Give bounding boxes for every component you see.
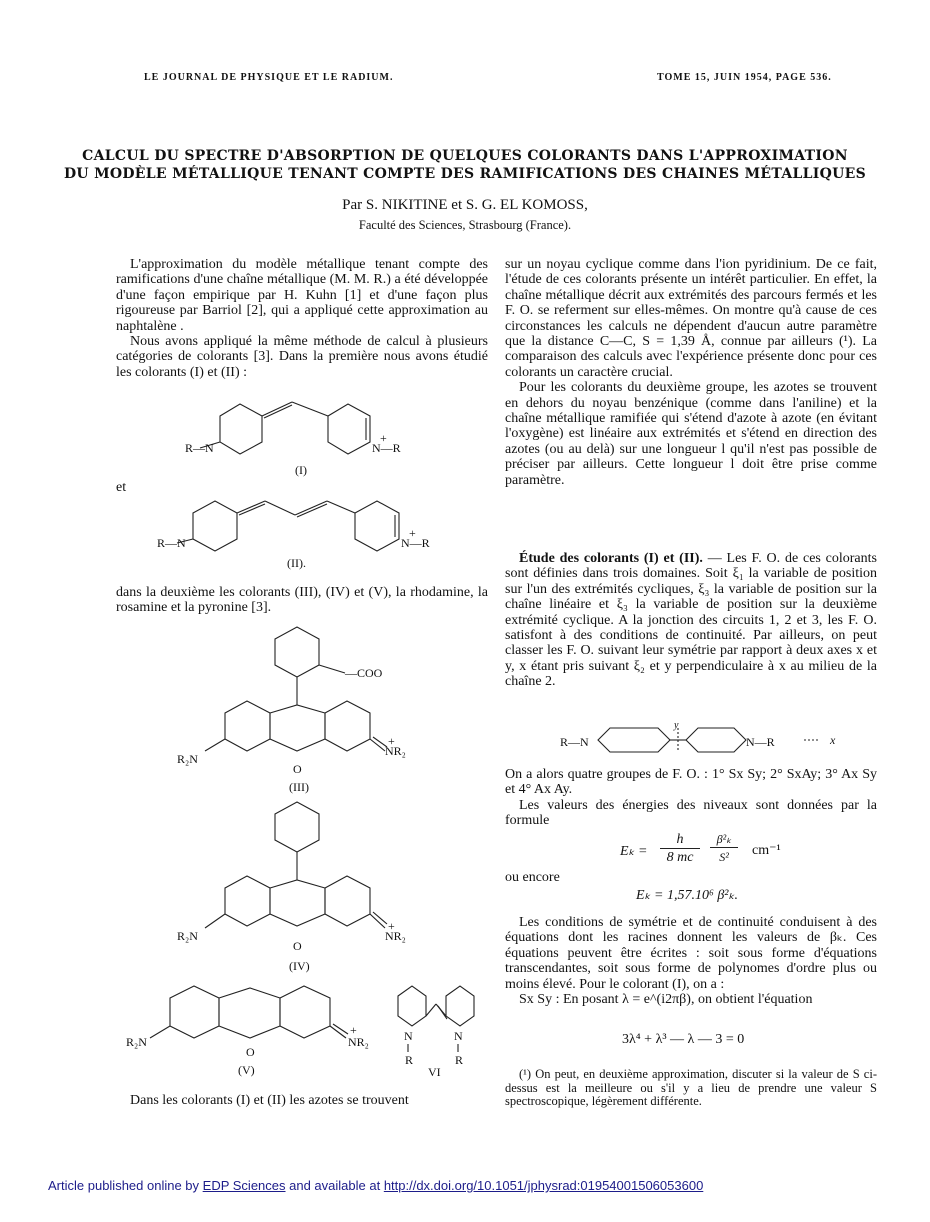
footer (48, 1178, 703, 1193)
IV-label: (IV) (289, 959, 310, 973)
VI-R-right: R (455, 1053, 464, 1067)
axes-y: y (674, 720, 679, 731)
I-label: (I) (295, 463, 307, 477)
IV-right-N: NR₂ (385, 929, 406, 943)
III-left-N: R₂N (177, 752, 198, 766)
left-paragraph-4: Dans les colorants (I) et (II) les azotes se trouvent (130, 1093, 409, 1108)
title-line-1: CALCUL DU SPECTRE D'ABSORPTION DE QUELQUES COLORANTS DANS L'APPROXIMATION (82, 148, 848, 164)
III-O: O (293, 762, 302, 776)
structure-V (124, 980, 384, 1080)
right-mid (505, 767, 877, 829)
left-paragraph-2: Nous avons appliqué la même méthode de calcul à plusieurs catégories de colorants [3]. Dans la première nous avons étudié les colorants (I) et (II) : (116, 334, 488, 380)
V-plus: + (350, 1023, 357, 1037)
footnote: (¹) On peut, en deuxième approximation, discuter si la valeur de S ci-dessus est la meilleure ou s'il y a lieu de prendre une valeur S spectroscopique, légèrement différente. (505, 1067, 877, 1108)
equation-1-num: h (660, 832, 700, 849)
doi-link[interactable]: http://dx.doi.org/10.1051/jphysrad:01954001506053600 (383, 1178, 704, 1193)
V-right-N: NR₂ (348, 1035, 369, 1049)
V-O: O (246, 1045, 255, 1059)
equation-1-den: 8 mc (666, 850, 694, 865)
title-line-2: DU MODÈLE MÉTALLIQUE TENANT COMPTE DES RAMIFICATIONS DES CHAINES MÉTALLIQUES (63, 166, 867, 182)
equation-2: Eₖ = 1,57.10⁶ β²ₖ. (636, 888, 738, 903)
affiliation: Faculté des Sciences, Strasbourg (France). (358, 218, 572, 232)
edp-link[interactable]: EDP Sciences (202, 1178, 286, 1193)
III-coo: —COO (345, 666, 383, 680)
II-left-N: R—N (157, 536, 186, 550)
right-paragraph-2: Pour les colorants du deuxième groupe, les azotes se trouvent en dehors du noyau benzénique (comme dans l'aniline) et la chaîne métallique ramifiée qui s'étend d'azote à azote (en évitant l'oxygène) est linéaire aux extrémités et s'étend en direction des azotes (ou au delà) sur une longueur l qu'il n'est pas possible de préciser par ailleurs. Cette longueur l doit être prise comme paramètre. (505, 380, 877, 488)
right-paragraph-7: Sx Sy : En posant λ = e^(i2πβ), on obtient l'équation (519, 992, 813, 1008)
V-left-N: R₂N (126, 1035, 147, 1049)
journal-header: LE JOURNAL DE PHYSIQUE ET LE RADIUM. (144, 72, 394, 83)
IV-left-N: R₂N (177, 929, 198, 943)
VI-R-left: R (405, 1053, 414, 1067)
equation-1-den2: S² (719, 850, 729, 864)
structure-II (155, 495, 465, 575)
structure-I (180, 398, 430, 478)
structure-III (175, 625, 445, 795)
right-top (505, 257, 877, 488)
right-lower (505, 915, 877, 1007)
I-right-N: N—R (372, 441, 401, 455)
III-label: (III) (289, 780, 309, 794)
equation-3: 3λ⁴ + λ³ — λ — 3 = 0 (622, 1032, 745, 1047)
axes-left-N: R—N (560, 735, 589, 749)
IV-plus: + (388, 919, 395, 933)
III-plus: + (388, 734, 395, 748)
left-et: et (116, 480, 127, 495)
axes-right-N: N—R (746, 735, 775, 749)
right-paragraph-5: Les valeurs des énergies des niveaux sont données par la formule (505, 797, 877, 829)
equation-1-lhs: Eₖ = (620, 844, 648, 859)
left-p3-wrap (116, 585, 488, 616)
II-label: (II). (287, 556, 306, 570)
equation-1-num2: β²ₖ (710, 832, 738, 848)
left-p4-wrap (116, 1093, 488, 1108)
footer-prefix: Article published online by (48, 1178, 203, 1193)
IV-O: O (293, 939, 302, 953)
ou-encore: ou encore (505, 870, 560, 885)
structure-IV (175, 800, 445, 975)
V-label: (V) (238, 1063, 255, 1077)
equation-1-unit: cm⁻¹ (752, 843, 781, 858)
axes-diagram (560, 722, 860, 762)
III-right-N: NR₂ (385, 744, 406, 758)
II-right-N: N—R (401, 536, 430, 550)
section-heading: Étude des colorants (I) et (II). (519, 551, 703, 566)
footer-middle: and available at (285, 1178, 384, 1193)
II-plus: + (409, 526, 416, 540)
VI-label: VI (428, 1065, 441, 1079)
left-paragraph-3: dans la deuxième les colorants (III), (IV) et (V), la rhodamine, la rosamine et la pyronine [3]. (116, 585, 488, 616)
VI-N-left: N (404, 1029, 413, 1043)
right-paragraph-1: sur un noyau cyclique comme dans l'ion pyridinium. De ce fait, l'étude de ces colorants présente un intérêt particulier. En effet, la chaîne métallique décrit aux extrémités des parcours fermés et les F. O. se referment sur elles-mêmes. On montre qu'à cause de ces circonstances les calculs ne dépendent d'aucun autre paramètre que la distance C—C, S = 1,39 Å, connue par ailleurs (¹). La comparaison des calculs avec l'expérience présente donc pour ces colorants un caractère crucial. (505, 257, 877, 380)
left-intro (116, 257, 488, 380)
I-left-N: R—N (185, 441, 214, 455)
I-plus: + (380, 431, 387, 445)
structure-VI (394, 982, 494, 1082)
axes-x: x (830, 733, 836, 747)
tome-header: TOME 15, JUIN 1954, PAGE 536. (657, 72, 832, 83)
right-paragraph-4: On a alors quatre groupes de F. O. : 1° Sx Sy; 2° SxAy; 3° Ax Sy et 4° Ax Ay. (505, 767, 877, 798)
right-section (505, 551, 877, 690)
authors: Par S. NIKITINE et S. G. EL KOMOSS, (342, 197, 588, 213)
left-paragraph-1: L'approximation du modèle métallique tenant compte des ramifications d'une chaîne métallique (M. M. R.) a été développée d'une façon empirique par H. Kuhn [1] et d'une façon plus rigoureuse par Barriol [2], qui a appliqué cette approximation au naphtalène . (116, 257, 488, 334)
right-paragraph-6: Les conditions de symétrie et de continuité conduisent à des équations dont les racines donnent les valeurs de βₖ. Ces équations peuvent être écrites : soit sous forme d'équations transcendantes, soit sous forme de polynomes d'ordre plus ou moins élevé. Pour le colorant (I), on a : (505, 915, 877, 992)
VI-N-right: N (454, 1029, 463, 1043)
right-paragraph-3: — Les F. O. de ces colorants sont définies dans trois domaines. Soit ξ₁ la variable de position sur l'un des extrémités cycliques, ξ₃ la variable de position sur la chaîne linéaire et ξ₃ la variable de position sur la deuxième extrémité cyclique. A la jonction des circuits 1, 2 et 3, les F. O. satisfont à des conditions de continuité. Par ailleurs, on peut classer les F. O. suivant leur symétrie par rapport à deux axes x et y, x étant pris suivant ξ₂ et y perpendiculaire à x au milieu de la chaîne 2. (505, 551, 877, 690)
